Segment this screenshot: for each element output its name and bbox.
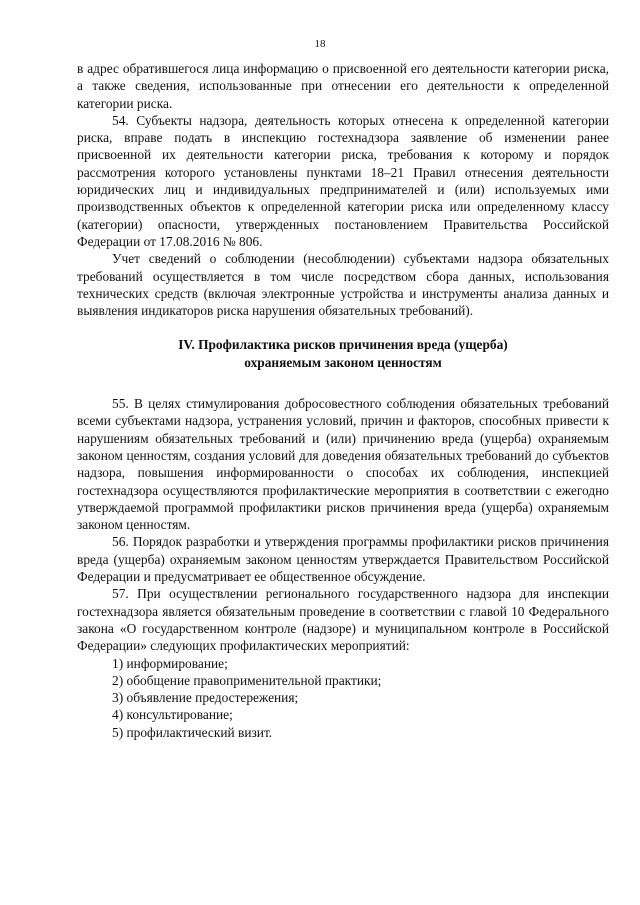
list-item: 5) профилактический визит. [112, 724, 273, 740]
document-body [77, 60, 609, 741]
list-item: 4) консультирование; [112, 707, 233, 723]
paragraph-57: 57. При осуществлении регионального государственного надзора для инспекции гостехнадзора является обязательным проведение в соответствии с главой 10 Федерального закона «О государственном контроле (надзоре) и муниципальном контроле в Российской Федерации» следующих профилактических мероприятий: [77, 586, 609, 654]
list-item: 1) информирование; [112, 655, 228, 671]
paragraph-risk-accounting: Учет сведений о соблюдении (несоблюдении) субъектами надзора обязательных требований осуществляется в том числе посредством сбора данных, использования технических средств (включая электронные устройства и инструменты анализа данных и выявления индикаторов риска нарушения обязательных требований). [77, 251, 609, 319]
section-heading [77, 336, 609, 371]
page-number: 18 [314, 38, 326, 50]
paragraph-55: 55. В целях стимулирования добросовестного соблюдения обязательных требований всеми субъектами надзора, устранения условий, причин и факторов, способных привести к нарушениям обязательных требований и (или) причинению вреда (ущерба) охраняемым законом ценностям, создания условий для доведения обязательных требований до субъектов надзора, повышения информированности о способах их соблюдения, инспекцией гостехнадзора осуществляются профилактические мероприятия в соответствии с ежегодно утверждаемой программой профилактики рисков причинения вреда (ущерба) охраняемым законом ценностям. [77, 396, 609, 533]
paragraph-continuation: в адрес обратившегося лица информацию о присвоенной его деятельности категории риска, а также сведения, использованные при отнесении его деятельности к определенной категории риска. [77, 61, 609, 111]
section-heading-line-1: IV. Профилактика рисков причинения вреда (ущерба) [178, 337, 508, 353]
list-item: 2) обобщение правоприменительной практики; [112, 672, 382, 688]
paragraph-56: 56. Порядок разработки и утверждения программы профилактики рисков причинения вреда (ущерба) охраняемым законом ценностям утверждается Правительством Российской Федерации и предусматривает ее общественное обсуждение. [77, 534, 609, 585]
list-item: 3) объявление предостережения; [112, 690, 299, 706]
section-heading-line-2: охраняемым законом ценностям [244, 354, 442, 370]
paragraph-54: 54. Субъекты надзора, деятельность которых отнесена к определенной категории риска, вправе подать в инспекцию гостехнадзора заявление об изменении ранее присвоенной их деятельности категории риска, требования к которому и порядок рассмотрения которого установлены пунктами 18–21 Правил отнесения деятельности юридических лиц и индивидуальных предпринимателей и (или) используемых ими производственных объектов к определенной категории риска или определенному классу (категории) опасности, утвержденных постановлением Правительства Российской Федерации от 17.08.2016 № 806. [77, 112, 609, 249]
